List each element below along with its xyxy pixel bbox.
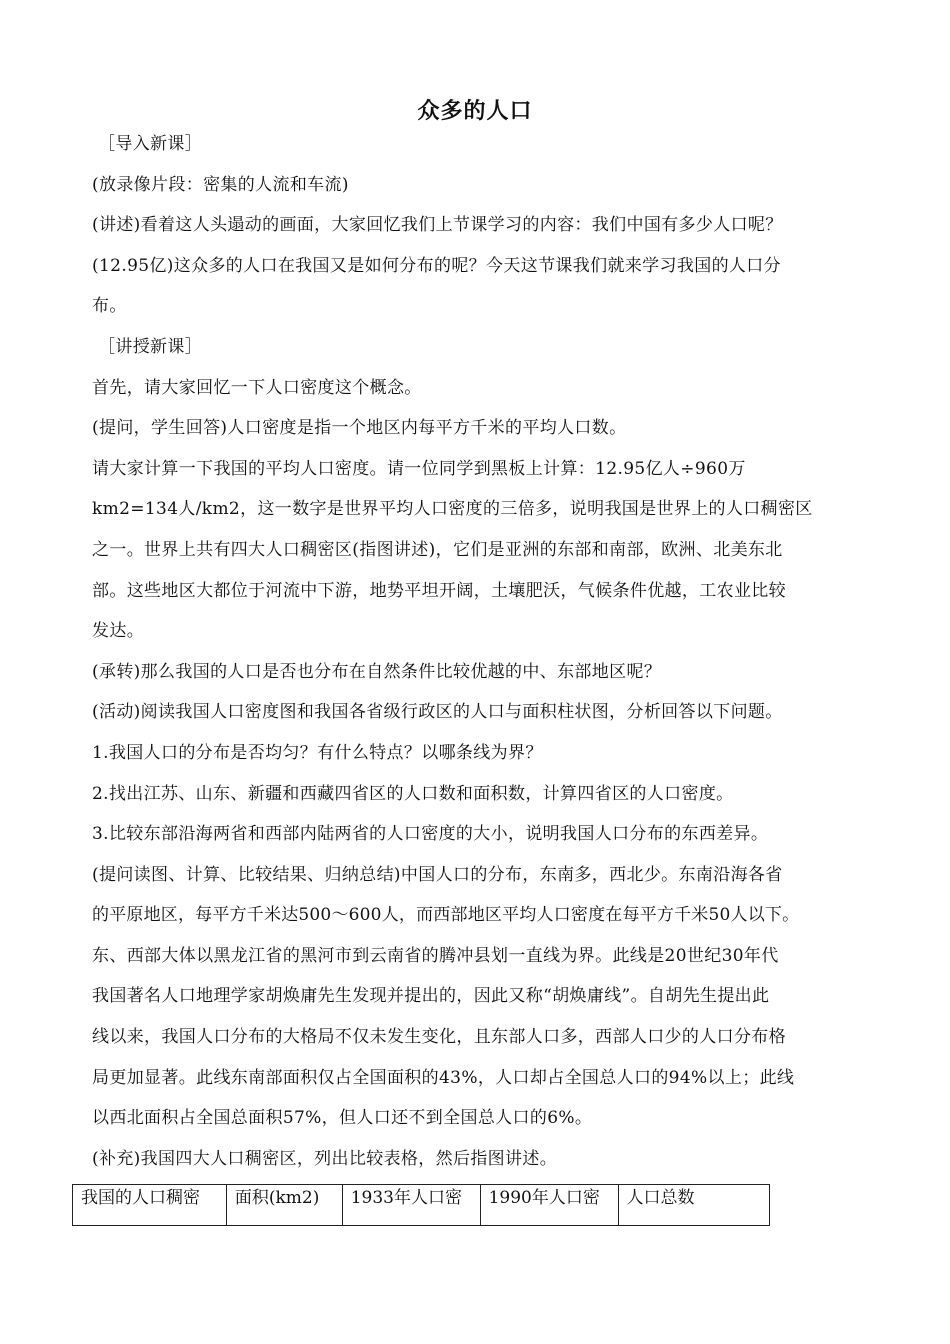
paragraph-line: 线以来，我国人口分布的大格局不仅未发生变化，且东部人口多，西部人口少的人口分布格 [92, 1027, 786, 1048]
paragraph-line: 的平原地区，每平方千米达500～600人，而西部地区平均人口密度在每平方千米50人以下。 [92, 905, 800, 926]
paragraph-line: 之一。世界上共有四大人口稠密区(指图讲述)，它们是亚洲的东部和南部，欧洲、北美东北 [92, 539, 783, 560]
table-header-cell: 1990年人口密 [480, 1185, 618, 1226]
paragraph-line: 局更加显著。此线东南部面积仅占全国面积的43%，人口却占全国总人口的94%以上；此线 [92, 1067, 795, 1088]
paragraph-line: 布。 [92, 296, 127, 317]
table-header-row [73, 1185, 770, 1226]
document-body [92, 124, 882, 1179]
paragraph-line: 东、西部大体以黑龙江省的黑河市到云南省的腾冲县划一直线为界。此线是20世纪30年代 [92, 945, 779, 966]
paragraph-line: (12.95亿)这众多的人口在我国又是如何分布的呢？今天这节课我们就来学习我国的人口分 [92, 255, 781, 276]
paragraph-line: 我国著名人口地理学家胡焕庸先生发现并提出的，因此又称“胡焕庸线”。自胡先生提出此 [92, 986, 770, 1007]
paragraph-line: 请大家计算一下我国的平均人口密度。请一位同学到黑板上计算：12.95亿人÷960万 [92, 458, 746, 479]
table-header-cell: 1933年人口密 [342, 1185, 480, 1226]
paragraph-line: (活动)阅读我国人口密度图和我国各省级行政区的人口与面积柱状图，分析回答以下问题。 [92, 702, 783, 723]
paragraph-line: 以西北面积占全国总面积57%，但人口还不到全国总人口的6%。 [92, 1108, 593, 1129]
population-density-table [72, 1184, 770, 1226]
table-header-cell: 面积(km2) [226, 1185, 342, 1226]
paragraph-line: (补充)我国四大人口稠密区，列出比较表格，然后指图讲述。 [92, 1148, 558, 1169]
section-heading-lecture: ［讲授新课］ [98, 336, 203, 357]
question-item: 2.找出江苏、山东、新疆和西藏四省区的人口数和面积数，计算四省区的人口密度。 [92, 783, 734, 804]
paragraph-line: 首先，请大家回忆一下人口密度这个概念。 [92, 377, 422, 398]
paragraph-line: km2=134人/km2，这一数字是世界平均人口密度的三倍多，说明我国是世界上的人口稠密区 [92, 499, 813, 520]
paragraph-line: (提问，学生回答)人口密度是指一个地区内每平方千米的平均人口数。 [92, 418, 627, 439]
table-header-cell: 人口总数 [618, 1185, 769, 1226]
question-item: 3.比较东部沿海两省和西部内陆两省的人口密度的大小，说明我国人口分布的东西差异。 [92, 824, 769, 845]
paragraph-line: (提问读图、计算、比较结果、归纳总结)中国人口的分布，东南多，西北少。东南沿海各省 [92, 864, 783, 885]
section-heading-intro: ［导入新课］ [98, 134, 203, 154]
paragraph-line: (承转)那么我国的人口是否也分布在自然条件比较优越的中、东部地区呢？ [92, 661, 662, 682]
paragraph-line: 发达。 [92, 621, 145, 642]
paragraph-line: 部。这些地区大都位于河流中下游，地势平坦开阔，土壤肥沃，气候条件优越，工农业比较 [92, 580, 786, 601]
paragraph-line: (讲述)看着这人头遢动的画面，大家回忆我们上节课学习的内容：我们中国有多少人口呢？ [92, 215, 783, 236]
table-header-cell: 我国的人口稠密 [73, 1185, 227, 1226]
paragraph-line: (放录像片段：密集的人流和车流) [92, 174, 349, 195]
question-item: 1.我国人口的分布是否均匀？有什么特点？以哪条线为界？ [92, 742, 543, 763]
page-title: 众多的人口 [417, 99, 533, 124]
